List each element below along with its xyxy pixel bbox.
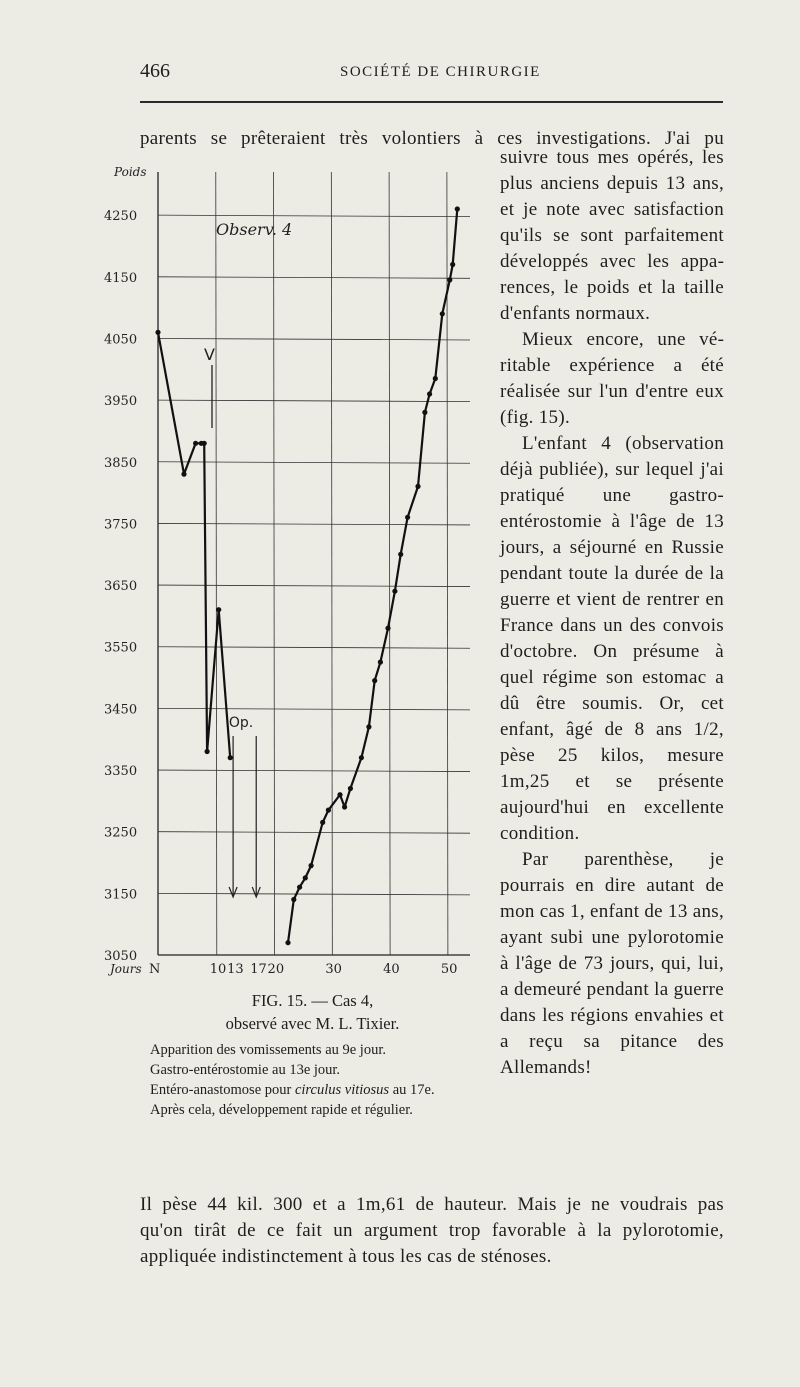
data-point [202,441,207,446]
data-point [342,804,347,809]
caption-line: Gastro-entérostomie au 13e jour. [150,1062,341,1078]
grid-line-v [216,172,217,955]
data-point [398,552,403,557]
data-point [447,277,452,282]
y-tick-label: 3350 [104,764,138,780]
annotation-op: Op. [228,715,254,731]
caption-line [136,1080,486,1100]
page-number: 466 [140,60,170,82]
header-rule [140,101,723,103]
grid-line-h [158,647,470,649]
caption-title-1: FIG. 15. — Cas 4, [251,991,374,1010]
data-point [372,678,377,683]
paragraph-followup: suivre tous mes opérés, les plus anciens depuis 13 ans, et je note avec satisfaction qu'ils se sont parfaitement développés avec les apparences, le poids et la taille d'enfants normaux. [500,147,724,324]
data-point [291,897,296,902]
y-tick-label: 3150 [104,887,138,903]
caption-title-2: observé avec M. L. Tixier. [225,1014,400,1033]
data-point [359,755,364,760]
caption-text: au 17e. [392,1082,435,1098]
y-tick-label: 3250 [104,825,138,841]
data-point [392,589,397,594]
annotation-v: V [204,345,215,364]
data-point [205,749,210,754]
grid-line-v [389,172,390,955]
y-tick-label: 3750 [104,517,138,533]
grid-line-v [274,172,275,955]
grid-line-h [158,277,470,279]
grid-line-h [158,338,470,340]
grid-line-h [158,770,470,772]
y-tick-label: 3850 [104,455,138,471]
grid-line-h [158,893,470,895]
data-point [422,410,427,415]
y-tick-label: 3450 [104,702,138,718]
caption-line: Après cela, développement rapide et régulier. [150,1102,413,1118]
right-column [500,145,724,1081]
x-tick-label: 40 [383,962,400,977]
chart-x-ticks [210,962,458,977]
data-point [297,885,302,890]
grid-line-h [158,708,470,710]
data-point [303,875,308,880]
data-point [385,626,390,631]
caption-latin: circulus vitiosus [294,1082,390,1098]
data-point [193,441,198,446]
data-point [216,607,221,612]
y-tick-label: 4250 [104,209,138,225]
weight-chart [100,160,485,990]
data-point [427,391,432,396]
data-point [348,786,353,791]
data-point [309,863,314,868]
x-tick-label: 17 [250,962,267,977]
paragraph-case-4: L'enfant 4 (observation déjà publiée), sur lequel j'ai pratiqué une gastro-entérostomie à l'âge de 13 jours, a séjourné en Russie pendant toute la durée de la guerre et vient de rentrer en France dans un des convois d'octobre. On présume à quel régime son estomac a dû être soumis. Or, cet enfant, âgé de 8 ans 1/2, pèse 25 kilos, mesure 1m,25 et se présente aujourd'hui en excellente condition. [500,433,724,844]
x-tick-label: 50 [440,962,458,977]
grid-line-h [158,832,470,834]
series-line-1 [158,332,230,757]
y-tick-label: 4150 [104,270,138,286]
x-axis-label: Jours [110,962,142,976]
y-tick-label: 4050 [104,332,138,348]
data-point [450,262,455,267]
data-point [415,484,420,489]
data-point [455,206,460,211]
data-point [378,660,383,665]
data-point [326,808,331,813]
data-point [181,472,186,477]
y-tick-label: 3950 [104,394,138,410]
grid-line-h [158,215,470,217]
y-tick-label: 3550 [104,640,138,656]
closing-line-2: qu'on tirât de ce fait un argument trop favorable à la pylorotomie, [140,1220,724,1241]
chart-label: Observ. 4 [216,220,293,239]
data-point [440,311,445,316]
x-origin-label: N [149,962,161,977]
y-tick-label: 3650 [104,579,138,595]
closing-line-3: appliquée indistinctement à tous les cas de sténoses. [140,1246,552,1267]
chart-series [155,206,460,945]
data-point [337,792,342,797]
x-tick-label: 20 [267,962,285,977]
x-tick-label: 10 [209,962,227,977]
y-tick-label: 3050 [104,949,138,964]
grid-line-h [158,400,470,402]
closing-line-1: Il pèse 44 kil. 300 et a 1m,61 de hauteur. Mais je ne voudrais pas [140,1194,724,1215]
data-point [320,820,325,825]
data-point [228,755,233,760]
data-point [405,515,410,520]
data-point [285,940,290,945]
data-point [433,376,438,381]
paragraph-experiment: Mieux encore, une véritable expérience a été réalisée sur l'un d'entre eux (fig. 15). [500,329,724,428]
chart-annotations [204,345,260,897]
caption-line: Apparition des vomissements au 9e jour. [150,1042,386,1058]
running-head: SOCIÉTÉ DE CHIRURGIE [340,64,541,80]
chart-y-ticks [104,209,137,964]
data-point [155,330,160,335]
x-tick-label: 13 [227,962,244,977]
data-point [366,724,371,729]
x-tick-label: 30 [325,962,342,977]
figure-caption [136,1040,486,1120]
caption-text: Entéro-anastomose pour [150,1082,292,1098]
grid-line-v [331,172,332,955]
paragraph-case-1: Par parenthèse, je pourrais en dire autant de mon cas 1, enfant de 13 ans, ayant subi une pylorotomie à l'âge de 73 jours, qui, lui, a demeuré pendant la guerre dans les régions envahies et a reçu sa pitance des Allemands! [500,849,724,1078]
opening-line: parents se prêteraient très volontiers à ces investigations. J'ai pu [140,128,724,149]
y-axis-label: Poids [114,165,147,179]
